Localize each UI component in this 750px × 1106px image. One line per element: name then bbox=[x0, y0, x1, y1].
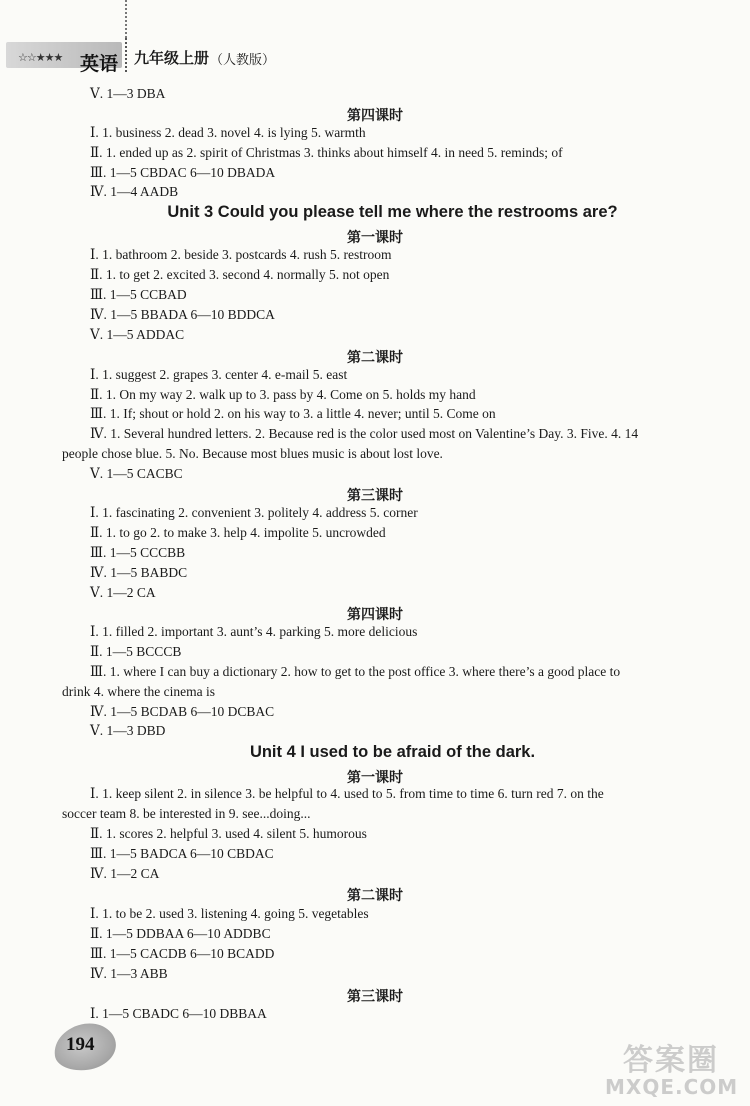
answer-line: Ⅴ. 1—3 DBA bbox=[90, 86, 166, 101]
answer-line: Ⅰ. 1. fascinating 2. convenient 3. politely 4. address 5. corner bbox=[90, 505, 418, 520]
answer-line: Ⅱ. 1. to get 2. excited 3. second 4. normally 5. not open bbox=[90, 267, 390, 282]
page-header bbox=[0, 38, 300, 75]
lesson-heading: 第四课时 bbox=[347, 108, 403, 124]
unit-heading: Unit 3 Could you please tell me where the restrooms are? bbox=[167, 203, 618, 221]
answer-line: Ⅲ. 1—5 CACDB 6—10 BCADD bbox=[90, 946, 275, 961]
subject-title: 英语 bbox=[80, 53, 119, 75]
answer-line: Ⅴ. 1—3 DBD bbox=[90, 723, 166, 738]
answer-line: Ⅰ. 1. filled 2. important 3. aunt’s 4. parking 5. more delicious bbox=[90, 624, 418, 639]
answer-line: Ⅲ. 1. where I can buy a dictionary 2. how to get to the post office 3. where there’s a good place to bbox=[90, 664, 621, 679]
answer-line: Ⅱ. 1. ended up as 2. spirit of Christmas 3. thinks about himself 4. in need 5. reminds; of bbox=[90, 145, 563, 160]
header-divider bbox=[125, 38, 129, 72]
lesson-heading: 第一课时 bbox=[347, 230, 403, 246]
answer-line-continued: drink 4. where the cinema is bbox=[62, 684, 215, 699]
answer-line: Ⅱ. 1. to go 2. to make 3. help 4. impolite 5. uncrowded bbox=[90, 525, 386, 540]
lesson-heading: 第二课时 bbox=[347, 350, 403, 366]
watermark bbox=[605, 1035, 750, 1105]
answer-line: Ⅴ. 1—5 CACBC bbox=[90, 466, 183, 481]
subject-banner bbox=[6, 42, 122, 75]
unit-heading: Unit 4 I used to be afraid of the dark. bbox=[249, 743, 536, 761]
answer-line: Ⅰ. 1—5 CBADC 6—10 DBBAA bbox=[90, 1006, 267, 1021]
answer-line: Ⅳ. 1—2 CA bbox=[90, 866, 160, 881]
answer-line: Ⅲ. 1—5 BADCA 6—10 CBDAC bbox=[90, 846, 274, 861]
answer-line: Ⅳ. 1—5 BCDAB 6—10 DCBAC bbox=[90, 704, 275, 719]
answer-line: Ⅱ. 1. On my way 2. walk up to 3. pass by 4. Come on 5. holds my hand bbox=[90, 387, 476, 402]
answer-line: Ⅰ. 1. suggest 2. grapes 3. center 4. e-mail 5. east bbox=[90, 367, 348, 382]
answer-line: Ⅴ. 1—2 CA bbox=[90, 585, 156, 600]
answer-line-continued: people chose blue. 5. No. Because most blues music is about lost love. bbox=[62, 446, 443, 461]
lesson-heading: 第二课时 bbox=[347, 888, 403, 904]
answer-line: Ⅱ. 1. scores 2. helpful 3. used 4. silent 5. humorous bbox=[90, 826, 367, 841]
answer-line: Ⅰ. 1. keep silent 2. in silence 3. be helpful to 4. used to 5. from time to time 6. turn red 7. on the bbox=[90, 786, 604, 801]
difficulty-stars: ☆☆★★★ bbox=[18, 52, 63, 64]
answer-line: Ⅱ. 1—5 BCCCB bbox=[90, 644, 182, 659]
lesson-heading: 第三课时 bbox=[347, 989, 403, 1005]
grade-title: 九年级上册 bbox=[134, 49, 210, 67]
answer-line: Ⅲ. 1—5 CBDAC 6—10 DBADA bbox=[90, 165, 276, 180]
watermark-logo-text: 答案圈 bbox=[623, 1043, 719, 1078]
answer-line: Ⅴ. 1—5 ADDAC bbox=[90, 327, 185, 342]
lesson-heading: 第四课时 bbox=[347, 607, 403, 623]
edition-label: （人教版） bbox=[210, 52, 276, 67]
answer-line: Ⅲ. 1—5 CCCBB bbox=[90, 545, 186, 560]
answer-line: Ⅰ. 1. to be 2. used 3. listening 4. going 5. vegetables bbox=[90, 906, 369, 921]
page-number-badge bbox=[54, 1024, 120, 1074]
answer-line-continued: soccer team 8. be interested in 9. see...doing... bbox=[62, 806, 311, 821]
answer-line: Ⅰ. 1. bathroom 2. beside 3. postcards 4. rush 5. restroom bbox=[90, 247, 392, 262]
answer-line: Ⅳ. 1. Several hundred letters. 2. Because red is the color used most on Valentine’s Day. 3. Five. 4. 14 bbox=[90, 426, 639, 441]
answer-line: Ⅳ. 1—3 ABB bbox=[90, 966, 168, 981]
answer-line: Ⅳ. 1—5 BBADA 6—10 BDDCA bbox=[90, 307, 275, 322]
lesson-heading: 第一课时 bbox=[347, 770, 403, 786]
header-divider-top bbox=[125, 0, 127, 38]
lesson-heading: 第三课时 bbox=[347, 488, 403, 504]
answer-line: Ⅲ. 1—5 CCBAD bbox=[90, 287, 187, 302]
watermark-url: MXQE.COM bbox=[605, 1075, 739, 1099]
answer-line: Ⅱ. 1—5 DDBAA 6—10 ADDBC bbox=[90, 926, 271, 941]
answer-line: Ⅰ. 1. business 2. dead 3. novel 4. is lying 5. warmth bbox=[90, 125, 366, 140]
answer-line: Ⅳ. 1—4 AADB bbox=[90, 184, 179, 199]
answer-line: Ⅲ. 1. If; shout or hold 2. on his way to 3. a little 4. never; until 5. Come on bbox=[90, 406, 496, 421]
page-number: 194 bbox=[66, 1034, 95, 1055]
answer-line: Ⅳ. 1—5 BABDC bbox=[90, 565, 188, 580]
